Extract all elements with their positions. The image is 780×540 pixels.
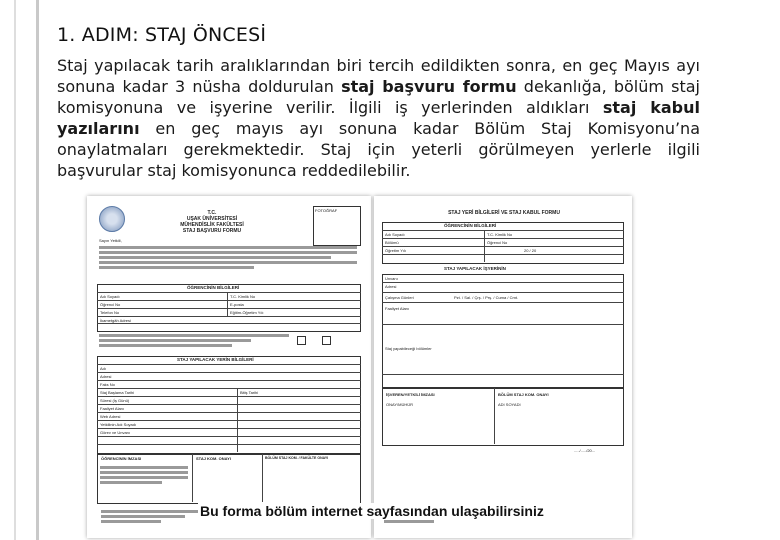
row-year: Eğitim-Öğretim Yılı <box>230 310 264 315</box>
right-date-label: ...../...../20... <box>574 448 596 453</box>
right-year-value: 20 / 20 <box>524 248 537 253</box>
right-row-days: Çalışma Günleri <box>385 295 414 300</box>
slide-left-border <box>0 0 39 540</box>
photo-box <box>313 206 361 246</box>
row-number: Öğrenci No <box>100 302 121 307</box>
form-header <box>157 210 267 234</box>
right-row-dept: Bölümü <box>385 240 399 245</box>
right-stamp-label: ONAY/MÜHÜR <box>386 402 414 407</box>
caption-text: Bu forma bölüm internet sayfasından ulaşabilirsiniz <box>200 503 544 519</box>
right-dept-signature: BÖLÜM STAJ KOM. ONAYI <box>498 392 549 397</box>
form-header-line: UŞAK ÜNİVERSİTESİ <box>186 216 238 222</box>
body-text-3: en geç mayıs ayı sonuna kadar Bölüm Staj Komisyonu’na onaylatmaları gerekmektedir. Staj için yeterli görülmeyen yerlerle ilgili başvurular staj komisyonunca reddedilebilir. <box>57 119 700 180</box>
form-header-line: T.C. <box>207 210 217 216</box>
application-form-page <box>87 196 371 538</box>
body-bold-form: staj başvuru formu <box>341 77 517 96</box>
university-logo-icon <box>99 206 125 232</box>
right-days-value: Pzt. / Sal. / Çrş. / Prş. / Cuma / Cmt. <box>454 295 519 300</box>
row-company-name: Adı <box>100 366 107 371</box>
row-name: Adı Soyadı <box>100 294 120 299</box>
right-row-name: Adı Soyadı <box>385 232 405 237</box>
right-row-number: Öğrenci No <box>487 240 508 245</box>
row-company-address: Adresi <box>100 374 112 379</box>
form-header-line: STAJ BAŞVURU FORMU <box>182 228 242 234</box>
body-text-2: dekanlığa, bölüm staj komisyonuna ve işyerine verilir. İlgili iş yerlerinden aldıkları <box>57 77 700 117</box>
right-row-field: Faaliyet Alanı <box>385 306 410 311</box>
row-field: Faaliyet Alanı <box>100 406 125 411</box>
faculty-signature-label: BÖLÜM STAJ KOM. / FAKÜLTE ONAYI <box>265 456 329 460</box>
row-duration: Süresi (İş Günü) <box>100 398 130 403</box>
right-row-address: Adresi <box>385 284 397 289</box>
row-start: Staj Başlama Tarihi <box>100 390 135 395</box>
student-signature-label: ÖĞRENCİNİN İMZASI <box>101 456 142 461</box>
body-text-1: Staj yapılacak tarih aralıklarından biri tercih edildikten sonra, en geç Mayıs ayı sonuna kadar 3 nüsha doldurulan <box>57 56 700 96</box>
right-row-staff: Staj yapabileceği bölümler <box>385 346 432 351</box>
acceptance-form-page <box>374 196 632 538</box>
right-section-company: STAJ YAPILACAK İŞYERİNİN <box>444 266 506 271</box>
right-row-year: Öğretim Yılı <box>385 248 407 253</box>
row-address: İkametgâh Adresi <box>100 318 131 323</box>
right-section-student: ÖĞRENCİNİN BİLGİLERİ <box>444 223 497 228</box>
right-row-tc: T.C. Kimlik No <box>487 232 513 237</box>
checkbox-yes <box>297 336 306 345</box>
slide-body <box>57 55 700 181</box>
photo-label: FOTOĞRAF <box>315 208 338 213</box>
right-row-title: Unvanı <box>385 276 398 281</box>
greeting-text: Sayın Yetkili, <box>99 238 122 243</box>
company-info-table <box>97 356 361 454</box>
acceptance-form-title: STAJ YERİ BİLGİLERİ VE STAJ KABUL FORMU <box>448 210 560 216</box>
row-phone: Telefon No <box>100 310 120 315</box>
row-email: E-posta <box>230 302 244 307</box>
form-header-line: MÜHENDİSLİK FAKÜLTESİ <box>180 222 244 228</box>
section-student-label: ÖĞRENCİNİN BİLGİLERİ <box>187 285 240 290</box>
notice-text-block <box>99 332 289 349</box>
body-bold-letter: staj kabul yazılarını <box>57 98 701 138</box>
dept-signature-label: STAJ KOM. ONAYI <box>196 456 231 461</box>
row-supervisor: Yetkilinin Adı Soyadı <box>100 422 137 427</box>
row-web: Web Adresi <box>100 414 121 419</box>
row-end: Bitiş Tarihi <box>240 390 259 395</box>
section-company-label: STAJ YAPILACAK YERİN BİLGİLERİ <box>177 357 254 362</box>
right-name-label: ADI SOYADI <box>498 402 521 407</box>
slide-title: 1. ADIM: STAJ ÖNCESİ <box>57 24 267 46</box>
right-employer-signature: İŞVEREN/YETKİLİ İMZASI <box>386 392 435 397</box>
row-title: Görev ve Unvanı <box>100 430 131 435</box>
checkbox-no <box>322 336 331 345</box>
row-tc: T.C. Kimlik No <box>230 294 256 299</box>
signature-note-lines <box>100 464 188 486</box>
letter-text-block <box>99 244 357 271</box>
row-fax: Faks No <box>100 382 115 387</box>
